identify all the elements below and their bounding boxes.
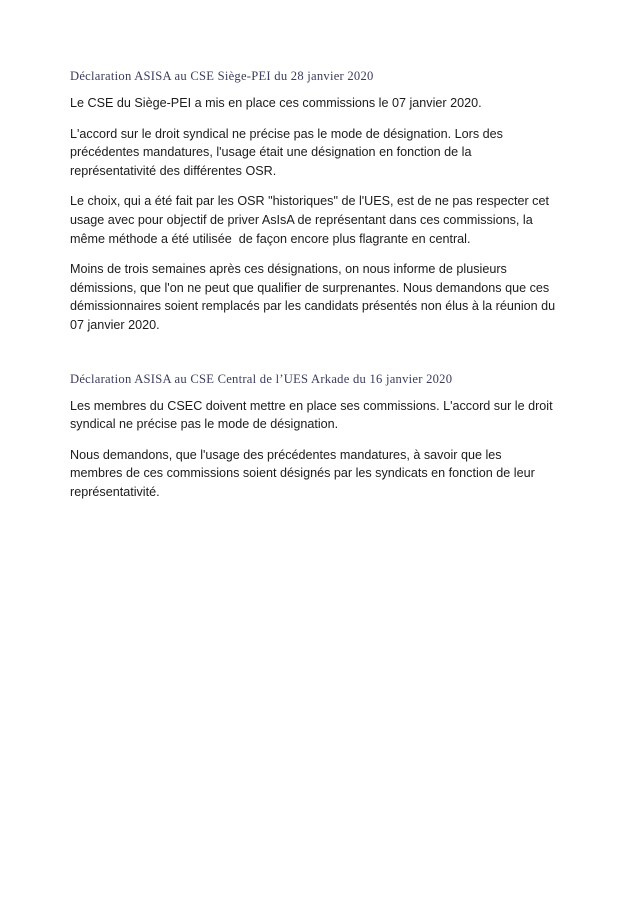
section-1-paragraph-4: Moins de trois semaines après ces désignations, on nous informe de plusieurs démissions, que l'on ne peut que qualifier de surprenantes. Nous demandons que ces démissionnaires soient remplacés par les candidats présentés non élus à la réunion du 07 janvier 2020. xyxy=(70,262,559,332)
declaration-section-1 xyxy=(70,68,557,335)
section-2-paragraph-1: Les membres du CSEC doivent mettre en place ses commissions. L'accord sur le droit syndical ne précise pas le mode de désignation. xyxy=(70,398,557,432)
section-2-paragraph-2: Nous demandons, que l'usage des précédentes mandatures, à savoir que les membres de ces commissions soient désignés par les syndicats en fonction de leur représentativité. xyxy=(70,447,539,499)
section-1-paragraph-2: L'accord sur le droit syndical ne précise pas le mode de désignation. Lors des précédentes mandatures, l'usage était une désignation en fonction de la représentativité des différentes OSR. xyxy=(70,126,507,178)
section-2-heading: Déclaration ASISA au CSE Central de l’UES Arkade du 16 janvier 2020 xyxy=(70,371,453,386)
section-1-heading: Déclaration ASISA au CSE Siège-PEI du 28 janvier 2020 xyxy=(70,69,374,83)
declaration-section-2 xyxy=(70,371,557,502)
section-1-paragraph-3: Le choix, qui a été fait par les OSR "historiques" de l'UES, est de ne pas respecter cet usage avec pour objectif de priver AsIsA de représentant dans ces commissions, la même méthode a été utilisée de façon encore plus flagrante en central. xyxy=(70,194,553,246)
section-spacer xyxy=(70,335,557,371)
section-1-paragraph-1: Le CSE du Siège-PEI a mis en place ces commissions le 07 janvier 2020. xyxy=(70,96,482,110)
document-body xyxy=(70,68,557,502)
